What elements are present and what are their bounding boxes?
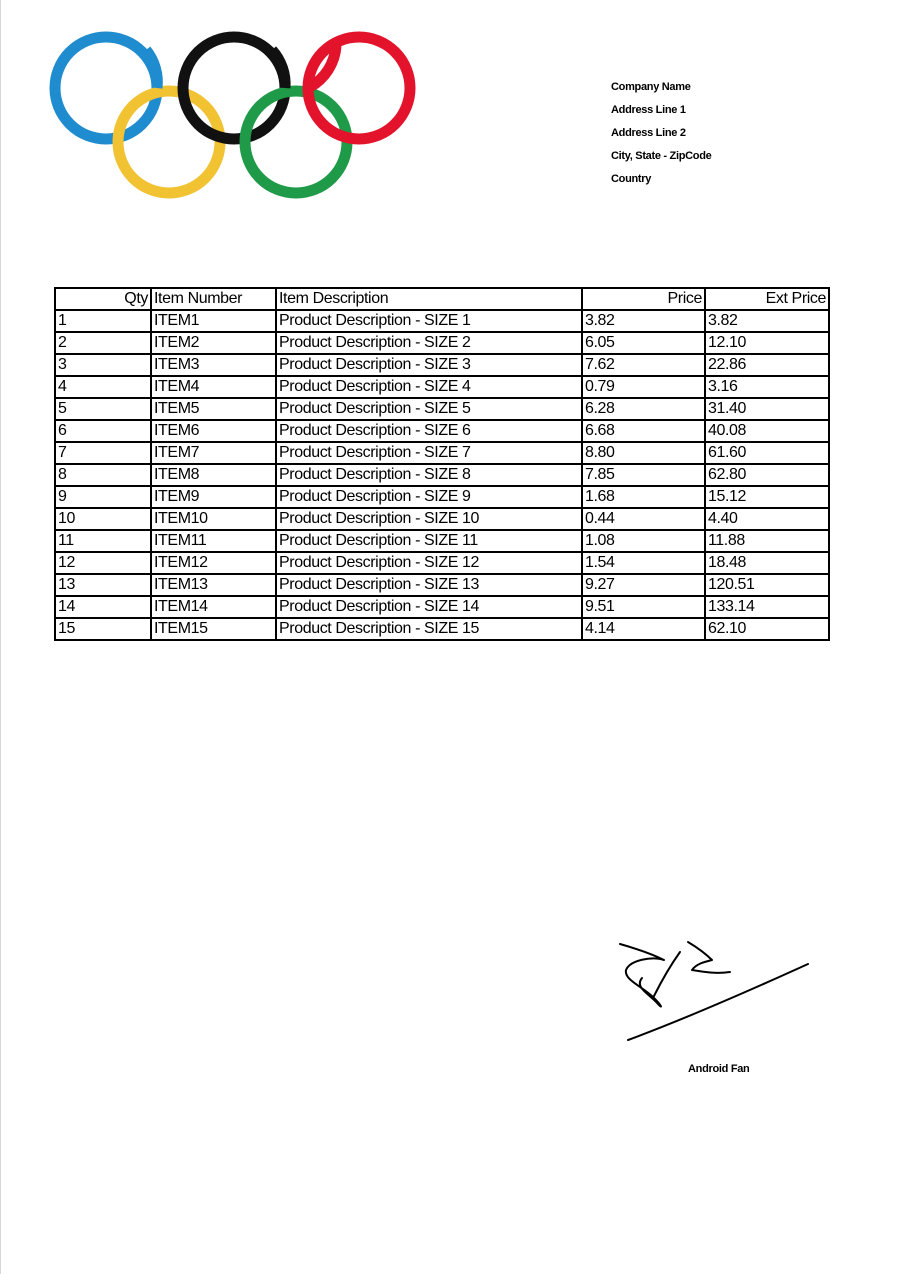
cell-item-number: ITEM5 — [151, 398, 276, 420]
table-row — [55, 442, 829, 464]
cell-price: 0.44 — [582, 508, 705, 530]
cell-ext-price: 133.14 — [705, 596, 829, 618]
cell-qty: 2 — [55, 332, 151, 354]
table-row — [55, 508, 829, 530]
table-row — [55, 596, 829, 618]
cell-item-description: Product Description - SIZE 1 — [276, 310, 582, 332]
header-qty: Qty — [55, 288, 151, 310]
address-line-2: Address Line 2 — [611, 127, 686, 139]
cell-item-description: Product Description - SIZE 8 — [276, 464, 582, 486]
olympic-rings-logo — [46, 30, 422, 205]
cell-item-number: ITEM12 — [151, 552, 276, 574]
cell-qty: 8 — [55, 464, 151, 486]
cell-price: 6.68 — [582, 420, 705, 442]
cell-qty: 11 — [55, 530, 151, 552]
table-header-row — [55, 288, 829, 310]
cell-price: 4.14 — [582, 618, 705, 640]
table-row — [55, 332, 829, 354]
cell-qty: 4 — [55, 376, 151, 398]
cell-price: 7.85 — [582, 464, 705, 486]
cell-item-description: Product Description - SIZE 11 — [276, 530, 582, 552]
green-ring — [245, 91, 347, 193]
cell-ext-price: 61.60 — [705, 442, 829, 464]
cell-qty: 13 — [55, 574, 151, 596]
cell-price: 8.80 — [582, 442, 705, 464]
cell-item-description: Product Description - SIZE 7 — [276, 442, 582, 464]
cell-ext-price: 22.86 — [705, 354, 829, 376]
blue-ring — [55, 37, 157, 139]
table-row — [55, 464, 829, 486]
cell-price: 1.54 — [582, 552, 705, 574]
cell-price: 9.27 — [582, 574, 705, 596]
cell-item-number: ITEM15 — [151, 618, 276, 640]
header-ext-price: Ext Price — [705, 288, 829, 310]
cell-item-number: ITEM10 — [151, 508, 276, 530]
table-row — [55, 398, 829, 420]
handwritten-signature — [612, 934, 812, 1046]
table-row — [55, 376, 829, 398]
cell-item-number: ITEM1 — [151, 310, 276, 332]
table-row — [55, 420, 829, 442]
cell-ext-price: 31.40 — [705, 398, 829, 420]
cell-item-number: ITEM8 — [151, 464, 276, 486]
cell-price: 6.28 — [582, 398, 705, 420]
cell-item-description: Product Description - SIZE 5 — [276, 398, 582, 420]
cell-item-description: Product Description - SIZE 3 — [276, 354, 582, 376]
cell-item-number: ITEM3 — [151, 354, 276, 376]
cell-item-description: Product Description - SIZE 12 — [276, 552, 582, 574]
cell-qty: 7 — [55, 442, 151, 464]
cell-item-description: Product Description - SIZE 4 — [276, 376, 582, 398]
header-price: Price — [582, 288, 705, 310]
cell-ext-price: 62.10 — [705, 618, 829, 640]
cell-qty: 14 — [55, 596, 151, 618]
cell-ext-price: 120.51 — [705, 574, 829, 596]
signer-name: Android Fan — [688, 1063, 750, 1075]
cell-ext-price: 11.88 — [705, 530, 829, 552]
cell-ext-price: 12.10 — [705, 332, 829, 354]
company-address — [611, 76, 711, 191]
cell-item-number: ITEM6 — [151, 420, 276, 442]
cell-item-description: Product Description - SIZE 2 — [276, 332, 582, 354]
cell-ext-price: 3.16 — [705, 376, 829, 398]
cell-qty: 1 — [55, 310, 151, 332]
header-item-number: Item Number — [151, 288, 276, 310]
table-row — [55, 354, 829, 376]
page-edge — [0, 0, 1, 1274]
cell-item-description: Product Description - SIZE 15 — [276, 618, 582, 640]
cell-qty: 3 — [55, 354, 151, 376]
table-row — [55, 530, 829, 552]
cell-ext-price: 4.40 — [705, 508, 829, 530]
cell-item-number: ITEM4 — [151, 376, 276, 398]
cell-item-number: ITEM9 — [151, 486, 276, 508]
cell-ext-price: 62.80 — [705, 464, 829, 486]
cell-item-description: Product Description - SIZE 13 — [276, 574, 582, 596]
cell-item-description: Product Description - SIZE 14 — [276, 596, 582, 618]
cell-price: 1.68 — [582, 486, 705, 508]
cell-item-number: ITEM7 — [151, 442, 276, 464]
cell-ext-price: 3.82 — [705, 310, 829, 332]
cell-qty: 5 — [55, 398, 151, 420]
items-table — [54, 287, 830, 641]
table-row — [55, 574, 829, 596]
table-row — [55, 486, 829, 508]
cell-ext-price: 40.08 — [705, 420, 829, 442]
cell-item-number: ITEM13 — [151, 574, 276, 596]
yellow-ring — [118, 91, 220, 193]
address-country: Country — [611, 173, 652, 185]
cell-qty: 6 — [55, 420, 151, 442]
cell-item-number: ITEM14 — [151, 596, 276, 618]
table-row — [55, 618, 829, 640]
cell-price: 1.08 — [582, 530, 705, 552]
address-company-name: Company Name — [611, 81, 691, 93]
cell-price: 9.51 — [582, 596, 705, 618]
cell-item-description: Product Description - SIZE 9 — [276, 486, 582, 508]
cell-qty: 12 — [55, 552, 151, 574]
cell-ext-price: 15.12 — [705, 486, 829, 508]
cell-item-description: Product Description - SIZE 10 — [276, 508, 582, 530]
cell-qty: 9 — [55, 486, 151, 508]
cell-price: 7.62 — [582, 354, 705, 376]
cell-qty: 10 — [55, 508, 151, 530]
cell-item-number: ITEM2 — [151, 332, 276, 354]
cell-price: 3.82 — [582, 310, 705, 332]
table-row — [55, 552, 829, 574]
header-item-description: Item Description — [276, 288, 582, 310]
cell-qty: 15 — [55, 618, 151, 640]
address-city-state-zip: City, State - ZipCode — [611, 150, 712, 162]
red-ring — [308, 37, 410, 139]
table-row — [55, 310, 829, 332]
cell-price: 6.05 — [582, 332, 705, 354]
cell-price: 0.79 — [582, 376, 705, 398]
cell-item-description: Product Description - SIZE 6 — [276, 420, 582, 442]
address-line-1: Address Line 1 — [611, 104, 686, 116]
cell-ext-price: 18.48 — [705, 552, 829, 574]
cell-item-number: ITEM11 — [151, 530, 276, 552]
